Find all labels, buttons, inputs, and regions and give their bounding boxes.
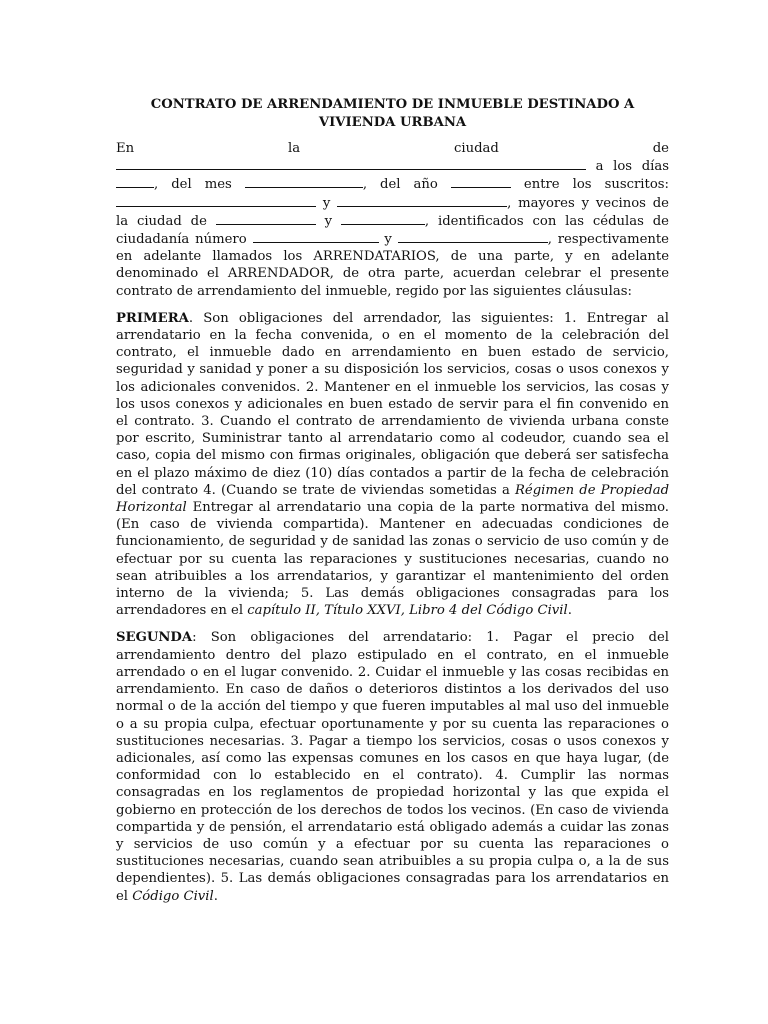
intro-text: , mayores y vecinos de la ciudad de — [116, 195, 669, 229]
clause-heading: PRIMERA — [116, 310, 189, 326]
intro-text: y — [324, 213, 333, 229]
intro-text: entre los suscritos: — [523, 177, 669, 193]
intro-text: En la ciudad de — [116, 141, 669, 156]
party1-blank — [116, 194, 316, 207]
month-blank — [245, 175, 363, 188]
clause-heading: SEGUNDA — [116, 630, 193, 646]
intro-text: , identificados con las cédulas de ciudadanía número — [116, 213, 669, 248]
id1-blank — [253, 230, 379, 243]
intro-paragraph — [116, 140, 669, 300]
city-blank — [116, 157, 586, 170]
clause-italic: Código Civil — [132, 888, 214, 904]
document-title: CONTRATO DE ARRENDAMIENTO DE INMUEBLE DESTINADO A VIVIENDA URBANA — [150, 97, 635, 130]
clause-text: . Son obligaciones del arrendador, las siguientes: 1. Entregar al arrendatario en la fecha convenida, o en el momento de la celebración del contrato, el inmueble dado en arrendamiento en buen estado de servicio, seguridad y sanidad y poner a su disposición los servicios, cosas o usos conexos y los adicionales convenidos. 2. Mantener en el inmueble los servicios, las cosas y los usos conexos y adicionales en buen estado de servir para el fin convenido en el contrato. 3. Cuando el contrato de arrendamiento de vivienda urbana conste por escrito, Suministrar tanto al arrendatario como al codeudor, cuando sea el caso, copia del mismo con firmas originales, obligación que deberá ser satisfecha en el plazo máximo de diez (10) días contados a partir de la fecha de celebración del contrato 4. (Cuando se trate de viviendas sometidas a — [116, 310, 669, 498]
intro-text: y — [322, 195, 331, 211]
party2-blank — [337, 194, 507, 207]
clause-text: . — [567, 603, 572, 619]
intro-text: y — [384, 232, 392, 248]
clause-segunda — [116, 629, 669, 904]
clause-text: Entregar al arrendatario una copia de la parte normativa del mismo. (En caso de vivienda compartida). Mantener en adecuadas condiciones de funcionamiento, de seguridad y de sanidad las zonas o servicio de uso común y de efectuar por su cuenta las reparaciones y sustituciones necesarias, cuando no sean atribuibles a los arrendatarios, y garantizar el mantenimiento del orden interno de la vivienda; 5. Las demás obligaciones consagradas para los arrendadores en el — [116, 500, 669, 619]
clause-text: . — [213, 888, 218, 904]
day-blank — [116, 175, 154, 188]
clause-italic: capítulo II, Título XXVI, Libro 4 del Código Civil — [247, 603, 568, 619]
city2-blank — [341, 212, 425, 225]
intro-text: , del mes — [154, 177, 232, 193]
city1-blank — [216, 212, 316, 225]
clause-text: : Son obligaciones del arrendatario: 1. Pagar el precio del arrendamiento dentro del plazo estipulado en el contrato, en el inmueble arrendado o en el lugar convenido. 2. Cuidar el inmueble y las cosas recibidas en arrendamiento. En caso de daños o deterioros distintos a los derivados del uso normal o de la acción del tiempo y que fueren imputables al mal uso del inmueble o a su propia culpa, efectuar oportunamente y por su cuenta las reparaciones o sustituciones necesarias. 3. Pagar a tiempo los servicios, cosas o usos conexos y adicionales, así como las expensas comunes en los casos en que haya lugar, (de conformidad con lo establecido en el contrato). 4. Cumplir las normas consagradas en los reglamentos de propiedad horizontal y las que expida el gobierno en protección de los derechos de todos los vecinos. (En caso de vivienda compartida y de pensión, el arrendatario está obligado además a cuidar las zonas y servicios de uso común y a efectuar por su cuenta las reparaciones o sustituciones necesarias, cuando sean atribuibles a su propia culpa o, a la de sus dependientes). 5. Las demás obligaciones consagradas para los arrendatarios en el — [116, 630, 669, 904]
intro-text: a los días — [595, 159, 669, 175]
document-page — [116, 96, 669, 915]
intro-text: , respectivamente en adelante llamados los ARRENDATARIOS, de una parte, y en adelante denominado el ARRENDADOR, de otra parte, acuerdan celebrar el presente contrato de arrendamiento del inmueble, regido por las siguientes cláusulas: — [116, 232, 669, 299]
clause-primera — [116, 310, 669, 620]
id2-blank — [398, 230, 548, 243]
clause-italic: Régimen de Propiedad Horizontal — [116, 482, 670, 516]
intro-text: , del año — [362, 177, 438, 193]
year-blank — [451, 175, 511, 188]
